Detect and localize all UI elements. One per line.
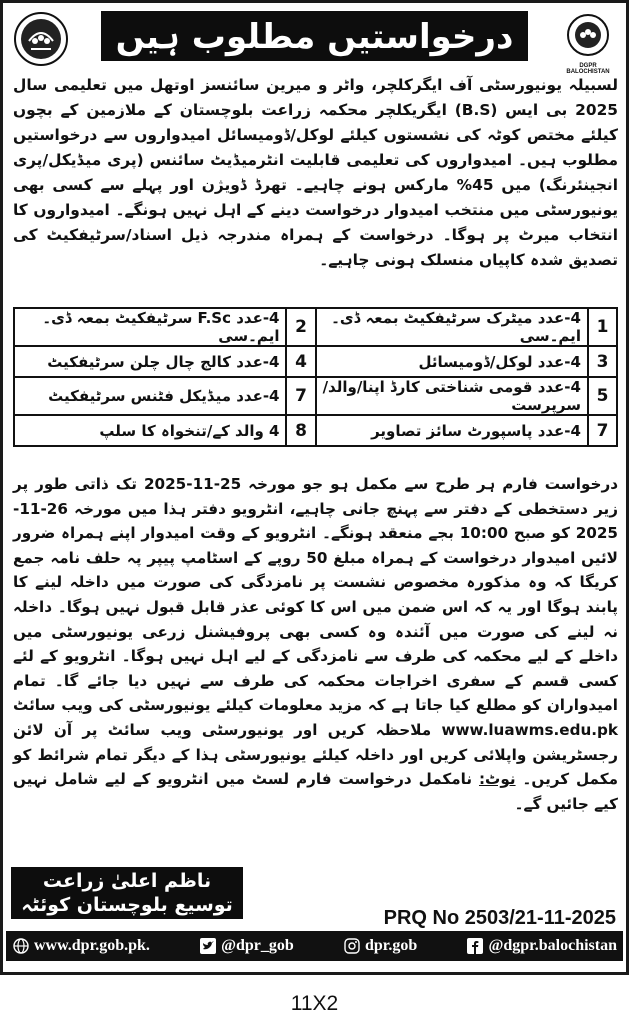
document-item: 4-عدد کالج چال چلن سرٹیفکیٹ	[14, 346, 286, 377]
instagram-icon	[343, 937, 361, 955]
document-number: 7	[588, 415, 617, 446]
details-text: درخواست فارم ہر طرح سے مکمل ہو جو مورخہ 25-11-2025 تک ذاتی طور پر زیر دستخطی کے دفتر سے پہنچ جانی چاہیے، انٹرویو دفتر ہذا میں مورخہ 26-11-2025 کو صبح 10:00 بجے منعقد ہونگے۔ انٹرویو کے وقت امیدوار اپنے ہمراہ ضرور لائیں امیدوار درخواست کے ہمراہ مبلغ 50 روپے کے اسٹامپ پیپر پہ حلف نامہ جمع کریگا کہ وہ مذکورہ مخصوص نشست پر نامزدگی کی صورت میں داخلہ لینے کا پابند ہوگا اور یہ کہ اس ضمن میں اس کا کوئی عذر قابل قبول نہیں ہوگا۔ داخلہ نہ لینے کی صورت میں آئندہ وہ کسی بھی پروفیشنل زرعی یونیورسٹی میں داخلے کے لیے محکمہ کی طرف سے نامزدگی کے لیے اہل نہیں ہوگا۔ انٹرویو کے لئے کسی قسم کے سفری اخراجات محکمہ کی طرف سے نہیں دیا جائے گا۔ تمام امیدواران کو مطلع کیا جاتا ہے کہ مزید معلومات کیلئے یونیورسٹی کی ویب سائٹ www.luawms.edu.pk ملاحظہ کریں اور یونیورسٹی ویب سائٹ پر آن لائن رجسٹریشن واپلائی کریں اور داخلہ کیلئے یونیورسٹی ہذا کے دیگر تمام شرائط کو مکمل کریں۔	[13, 475, 618, 789]
dgpr-logo-icon	[560, 11, 616, 75]
footer-website[interactable]	[12, 937, 150, 955]
signature-block	[11, 867, 243, 919]
footer-twitter[interactable]	[199, 937, 294, 955]
dgpr-logo-text: DGPR BALOCHISTAN	[566, 63, 610, 75]
details-paragraph	[13, 472, 618, 816]
document-number: 2	[286, 308, 315, 346]
prq-number: PRQ No 2503/21-11-2025	[383, 907, 616, 929]
document-number: 1	[588, 308, 617, 346]
facebook-icon	[466, 937, 484, 955]
documents-row	[14, 377, 617, 415]
footer-facebook[interactable]	[466, 937, 617, 955]
documents-row	[14, 346, 617, 377]
globe-icon	[12, 937, 30, 955]
twitter-icon	[199, 937, 217, 955]
header	[9, 9, 620, 75]
intro-text: لسبیلہ یونیورسٹی آف ایگرکلچر، واٹر و میرین سائنسز اوتھل میں تعلیمی سال 2025 بی ایس (B.S) ایگریکلچر محکمہ زراعت بلوچستان کے ملازمین کے بچوں کیلئے مختص کوٹہ کی نشستوں کیلئے لوکل/ڈومیسائل امیدواروں سے درخواستیں مطلوب ہیں۔ امیدواروں کی تعلیمی قابلیت انٹرمیڈیٹ سائنس (پری میڈیکل/پری انجینئرنگ) میں 45% مارکس ہونے چاہیے۔ تھرڈ ڈویژن اور پہلے سے کسی بھی یونیورسٹی میں منتخب امیدوار درخواست دینے کے اہل نہیں ہونگے۔ امیدواروں کا انتخاب میرٹ پر ہوگا۔ درخواست کے ہمراہ مندرجہ ذیل اسناد/سرٹیفکیٹ کی تصدیق شدہ کاپیاں منسلک ہونی چاہیے۔	[13, 76, 618, 269]
document-number: 7	[286, 377, 315, 415]
page-title: درخواستیں مطلوب ہیں	[101, 11, 528, 61]
size-label: 11X2	[290, 992, 339, 1015]
document-item: 4-عدد F.Sc سرٹیفکیٹ بمعہ ڈی۔ایم۔سی	[14, 308, 286, 346]
documents-table	[13, 307, 618, 447]
document-number: 8	[286, 415, 315, 446]
document-item: 4-عدد میٹرک سرٹیفکیٹ بمعہ ڈی۔ایم۔سی	[316, 308, 588, 346]
signature-line-1: ناظم اعلیٰ زراعت	[42, 870, 212, 892]
note-text: نامکمل درخواست فارم لسٹ میں انٹرویو کے لیے شامل نہیں کیے جائیں گے۔	[13, 770, 618, 813]
website-text: www.dpr.gob.pk.	[34, 937, 150, 954]
instagram-text: dpr.gob	[364, 937, 418, 954]
note-label: نوٹ:	[478, 770, 516, 789]
document-number: 3	[588, 346, 617, 377]
footer-bar	[6, 931, 623, 961]
footer-instagram[interactable]	[343, 937, 417, 955]
document-number: 5	[588, 377, 617, 415]
document-number: 4	[286, 346, 315, 377]
signature-line-2: توسیع بلوچستان کوئٹہ	[21, 894, 233, 916]
government-emblem-icon	[13, 11, 69, 67]
facebook-text: @dgpr.balochistan	[488, 937, 617, 954]
document-item: 4-عدد میڈیکل فٹنس سرٹیفکیٹ	[14, 377, 286, 415]
documents-row	[14, 308, 617, 346]
document-item: 4-عدد قومی شناختی کارڈ اپنا/والد/سرپرست	[316, 377, 588, 415]
documents-row	[14, 415, 617, 446]
document-item: 4-عدد پاسپورٹ سائز تصاویر	[316, 415, 588, 446]
document-item: 4-عدد لوکل/ڈومیسائل	[316, 346, 588, 377]
twitter-text: @dpr_gob	[221, 937, 294, 954]
document-item: 4 والد کے/تنخواہ کا سلپ	[14, 415, 286, 446]
intro-paragraph	[13, 73, 618, 273]
